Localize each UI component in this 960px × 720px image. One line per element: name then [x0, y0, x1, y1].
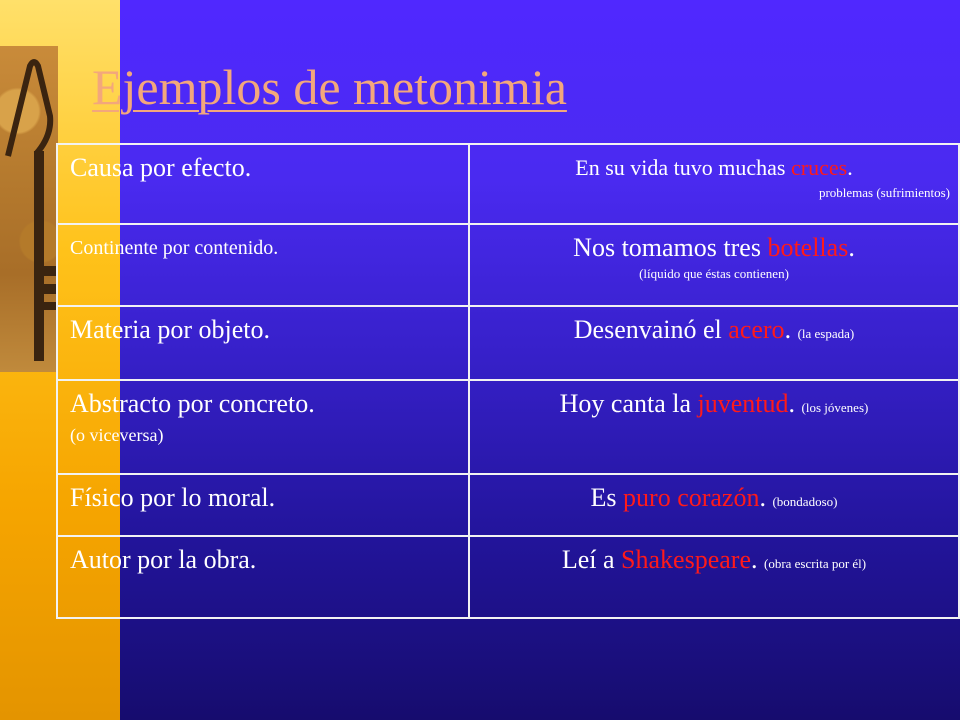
type-cell [57, 536, 469, 618]
meaning-note: problemas (sufrimientos) [818, 185, 950, 200]
type-cell [57, 306, 469, 380]
example-cell [469, 144, 959, 224]
example-sentence [478, 231, 950, 265]
example-sentence [478, 481, 950, 519]
metonymy-table [56, 143, 960, 619]
example-text: Nos tomamos tres [573, 233, 768, 262]
key-icon [0, 46, 58, 372]
example-punct: . [788, 389, 802, 418]
metonymy-word: cruces [791, 155, 848, 180]
table-row [57, 380, 959, 474]
type-label: Materia por objeto. [70, 315, 270, 344]
example-text: Leí a [561, 545, 622, 574]
example-text: En su vida tuvo muchas [575, 155, 791, 180]
metonymy-word: juventud [697, 389, 789, 418]
metonymy-word: puro corazón [623, 483, 760, 512]
key-photo [0, 46, 58, 372]
meaning-note: (los jóvenes) [801, 400, 869, 415]
table-row [57, 306, 959, 380]
example-cell [469, 224, 959, 306]
table-row [57, 474, 959, 536]
example-cell [469, 380, 959, 474]
example-cell [469, 474, 959, 536]
type-label: Continente por contenido. [70, 237, 279, 259]
example-sentence [478, 387, 950, 425]
example-punct: . [847, 155, 853, 180]
slide-title: Ejemplos de metonimia [92, 59, 567, 115]
meaning-note: (obra escrita por él) [763, 556, 867, 571]
type-cell [57, 144, 469, 224]
example-punct: . [784, 315, 798, 344]
table-row [57, 536, 959, 618]
type-cell [57, 380, 469, 474]
example-cell [469, 306, 959, 380]
example-cell [469, 536, 959, 618]
meaning-note: (bondadoso) [772, 494, 838, 509]
example-text: Hoy canta la [559, 389, 698, 418]
example-text: Desenvainó el [573, 315, 729, 344]
type-label: Abstracto por concreto. [70, 389, 315, 418]
example-sentence [478, 151, 950, 185]
metonymy-word: acero [728, 315, 785, 344]
example-punct: . [759, 483, 773, 512]
metonymy-word: botellas [767, 233, 849, 262]
example-sentence [478, 543, 950, 581]
type-label: Físico por lo moral. [70, 483, 276, 512]
example-text: Es [590, 483, 624, 512]
type-cell [57, 474, 469, 536]
type-label: Autor por la obra. [70, 545, 257, 574]
meaning-note: (la espada) [797, 326, 855, 341]
table-row [57, 144, 959, 224]
type-cell [57, 224, 469, 306]
type-sublabel: (o viceversa) [70, 425, 164, 445]
example-punct: . [750, 545, 764, 574]
type-label: Causa por efecto. [70, 153, 252, 182]
example-sentence [478, 313, 950, 351]
meaning-note: (líquido que éstas contienen) [639, 266, 789, 281]
table-row [57, 224, 959, 306]
metonymy-word: Shakespeare [621, 545, 751, 574]
example-punct: . [848, 233, 855, 262]
